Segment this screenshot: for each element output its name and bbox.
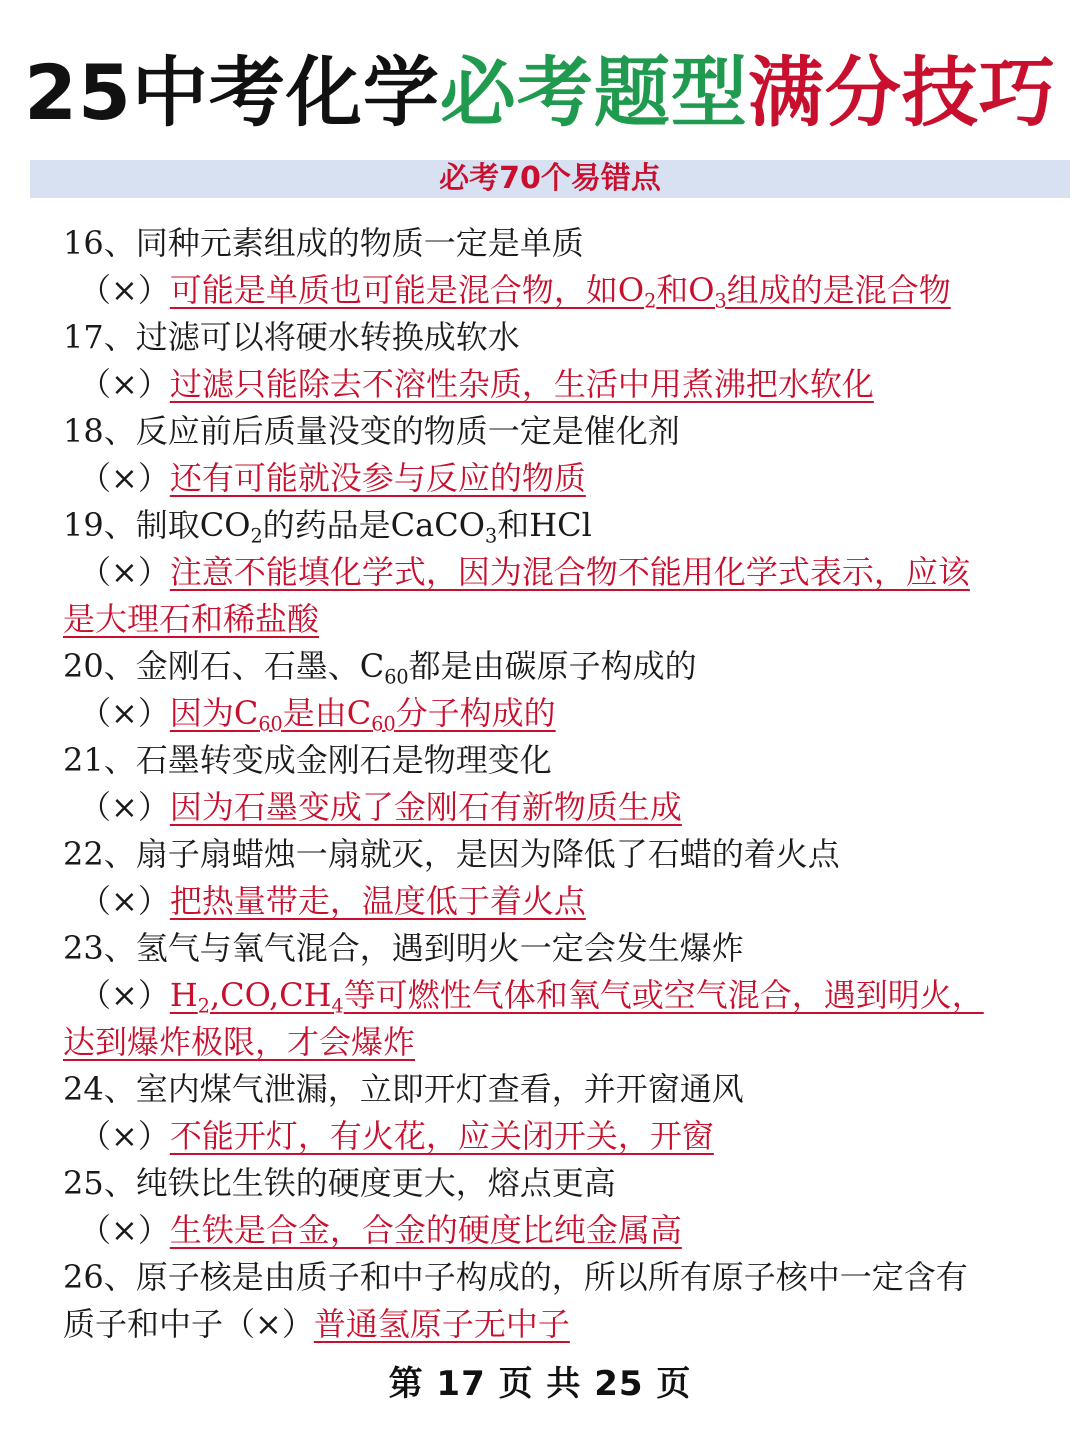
answer-18	[63, 455, 1023, 502]
question-19: 19、制取$CO_2$的药品是CaCO$_3$和HCl	[63, 506, 592, 548]
wrong-mark: （×）	[79, 976, 170, 1014]
answer-23	[63, 972, 1023, 1019]
page-indicator: 第 17 页 共 25 页	[388, 1364, 692, 1404]
title-part-2: 必考题型	[439, 48, 748, 137]
answer-text: 不能开灯，有火花，应关闭开关，开窗	[169, 1117, 714, 1155]
question-23: 23、氢气与氧气混合，遇到明火一定会发生爆炸	[63, 929, 744, 967]
answer-text: 普通氢原子无中子	[313, 1305, 570, 1343]
wrong-mark: （×）	[79, 1117, 170, 1155]
answer-16	[63, 267, 1023, 314]
section-banner: 必考70个易错点	[30, 160, 1070, 198]
wrong-mark: （×）	[79, 553, 170, 591]
title-part-3: 满分技巧	[747, 48, 1056, 137]
question-22: 22、扇子扇蜡烛一扇就灭，是因为降低了石蜡的着火点	[63, 835, 840, 873]
answer-20	[63, 690, 1023, 737]
answer-text: 达到爆炸极限，才会爆炸	[63, 1023, 416, 1061]
answer-21	[63, 784, 1023, 831]
question-26: 26、原子核是由质子和中子构成的，所以所有原子核中一定含有	[63, 1258, 968, 1296]
answer-22	[63, 878, 1023, 925]
answer-text: 把热量带走，温度低于着火点	[169, 882, 586, 920]
wrong-mark: （×）	[79, 271, 170, 309]
question-21: 21、石墨转变成金刚石是物理变化	[63, 741, 552, 779]
error-point-list	[63, 220, 1023, 1348]
answer-text: 是大理石和稀盐酸	[63, 600, 320, 638]
title-part-1: 25中考化学	[24, 48, 440, 137]
page-title	[0, 48, 1080, 138]
answer-text: 生铁是合金，合金的硬度比纯金属高	[169, 1211, 682, 1249]
question-24: 24、室内煤气泄漏，立即开灯查看，并开窗通风	[63, 1070, 744, 1108]
question-18: 18、反应前后质量没变的物质一定是催化剂	[63, 412, 680, 450]
answer-19	[63, 549, 1023, 596]
question-25: 25、纯铁比生铁的硬度更大，熔点更高	[63, 1164, 616, 1202]
answer-text: 因为$C_{60}$是由$C_{60}$分子构成的	[169, 694, 556, 736]
answer-19-cont	[63, 596, 1023, 643]
question-16: 16、同种元素组成的物质一定是单质	[63, 224, 584, 262]
answer-text: 因为石墨变成了金刚石有新物质生成	[169, 788, 682, 826]
answer-23-cont	[63, 1019, 1023, 1066]
wrong-mark: （×）	[79, 1211, 170, 1249]
answer-text: 注意不能填化学式，因为混合物不能用化学式表示，应该	[169, 553, 970, 591]
question-26-cont: 质子和中子（×）普通氢原子无中子	[63, 1305, 570, 1343]
question-20: 20、金刚石、石墨、$C_{60}$都是由碳原子构成的	[63, 647, 697, 689]
wrong-mark: （×）	[79, 882, 170, 920]
answer-25	[63, 1207, 1023, 1254]
wrong-mark: （×）	[79, 694, 170, 732]
answer-text: 过滤只能除去不溶性杂质，生活中用煮沸把水软化	[169, 365, 874, 403]
answer-text: 可能是单质也可能是混合物，如$O_2$和$O_3$组成的是混合物	[169, 271, 951, 313]
answer-text: 还有可能就没参与反应的物质	[169, 459, 586, 497]
wrong-mark: （×）	[79, 365, 170, 403]
wrong-mark: （×）	[79, 459, 170, 497]
wrong-mark: （×）	[223, 1305, 314, 1343]
answer-text: $H_2,CO,CH_4$等可燃性气体和氧气或空气混合，遇到明火，	[169, 976, 984, 1018]
answer-17	[63, 361, 1023, 408]
question-17: 17、过滤可以将硬水转换成软水	[63, 318, 520, 356]
wrong-mark: （×）	[79, 788, 170, 826]
answer-24	[63, 1113, 1023, 1160]
